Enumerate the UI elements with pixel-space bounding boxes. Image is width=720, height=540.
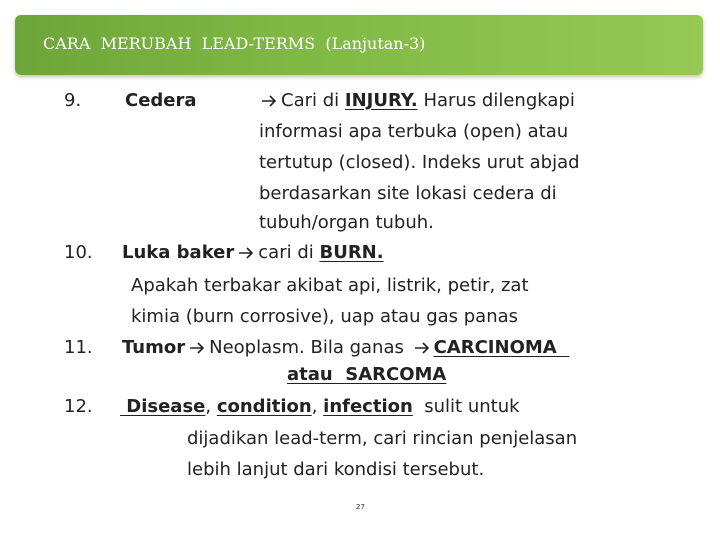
item-12-line-3: lebih lanjut dari kondisi tersebut. (187, 459, 485, 480)
item-term-cedera: Cedera (125, 90, 197, 111)
slide-title: CARA MERUBAH LEAD-TERMS (Lanjutan-3) (43, 34, 426, 53)
infection-keyword: infection (323, 396, 413, 417)
item-term-luka-baker: Luka baker (122, 242, 235, 263)
item-term-tumor: Tumor (122, 337, 186, 358)
right-arrow-icon (189, 332, 205, 363)
item-number-11: 11. (64, 337, 93, 358)
item-9-line-3: tertutup (closed). Indeks urut abjad (259, 152, 580, 173)
condition-keyword: condition (216, 396, 312, 417)
carcinoma-keyword: CARCINOMA (433, 337, 570, 358)
disease-keyword: Disease (120, 396, 206, 417)
title-banner (15, 15, 703, 75)
burn-keyword: BURN. (319, 242, 384, 263)
item-number-9: 9. (64, 90, 82, 111)
page-number: 27 (356, 503, 365, 511)
item-12-line-2: dijadikan lead-term, cari rincian penjelasan (187, 428, 578, 449)
item-9-line-2: informasi apa terbuka (open) atau (259, 121, 569, 142)
item-9-line-4: berdasarkan site lokasi cedera di (259, 183, 557, 204)
item-9-line-1: Cari di INJURY. Harus dilengkapi (257, 85, 575, 116)
injury-keyword: INJURY. (344, 90, 418, 111)
item-10-line-2: Apakah terbakar akibat api, listrik, petir, zat (131, 275, 529, 296)
item-9-line-5: tubuh/organ tubuh. (259, 212, 434, 233)
right-arrow-icon (261, 85, 277, 116)
right-arrow-icon (238, 237, 254, 268)
sarcoma-keyword: atau SARCOMA (287, 364, 447, 385)
item-12-line-1: Disease, condition, infection sulit untuk (120, 396, 520, 417)
item-11-line-1: Tumor Neoplasm. Bila ganas CARCINOMA (122, 332, 569, 363)
item-10-line-1: Luka baker cari di BURN. (122, 237, 384, 268)
item-number-10: 10. (64, 242, 93, 263)
item-number-12: 12. (64, 396, 93, 417)
item-10-line-3: kimia (burn corrosive), uap atau gas panas (131, 306, 519, 327)
